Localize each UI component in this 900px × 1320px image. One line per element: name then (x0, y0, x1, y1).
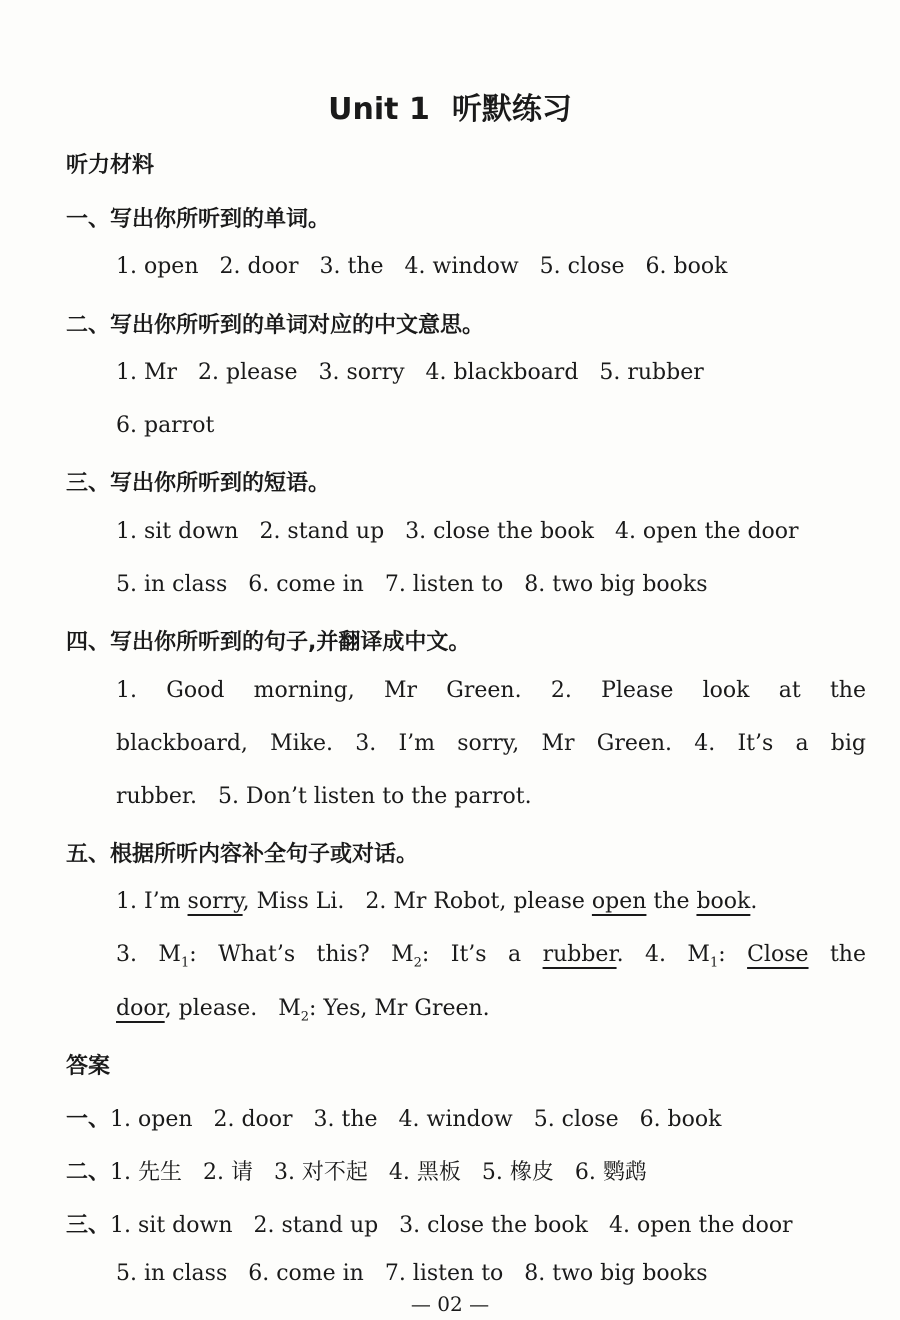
blank-answer: door (116, 996, 165, 1021)
section-1-line-1: 1. open 2. door 3. the 4. window 5. close 6. book (116, 254, 728, 279)
section-1-heading: 一、写出你所听到的单词。 (66, 207, 331, 232)
fill-in-line-3: door, please. $M_2$: Yes, Mr Green. (116, 996, 490, 1025)
page-number: — 02 — (410, 1292, 490, 1316)
answer-line-1: 一、1. open 2. door 3. the 4. window 5. close 6. book (66, 1107, 722, 1132)
section-2-line-1: 1. Mr 2. please 3. sorry 4. blackboard 5. rubber (116, 360, 704, 385)
answer-line-3: 三、1. sit down 2. stand up 3. close the book 4. open the door (66, 1213, 793, 1238)
blank-answer: book (696, 889, 751, 914)
fill-in-line-2: 3. $M_1$: What’s this? $M_2$: It’s a rubber. 4. $M_1$: Close the (116, 942, 866, 971)
blank-answer: sorry (187, 889, 243, 914)
section-3-line-1: 1. sit down 2. stand up 3. close the book 4. open the door (116, 519, 799, 544)
unit-name: 听默练习 (451, 92, 572, 127)
unit-label: Unit 1 (328, 92, 430, 127)
blank-answer: rubber (542, 942, 617, 967)
section-3-line-2: 5. in class 6. come in 7. listen to 8. two big books (116, 572, 708, 597)
section-4-heading: 四、写出你所听到的句子,并翻译成中文。 (66, 630, 471, 655)
answer-heading: 答案 (66, 1054, 111, 1079)
section-4-line-3: rubber. 5. Don’t listen to the parrot. (116, 784, 532, 809)
section-2-heading: 二、写出你所听到的单词对应的中文意思。 (66, 313, 485, 338)
fill-in-line-1: 1. I’m sorry, Miss Li. 2. Mr Robot, please open the book. (116, 889, 758, 914)
answer-line-4: 5. in class 6. come in 7. listen to 8. two big books (116, 1261, 708, 1286)
answer-line-2: 二、1. 先生 2. 请 3. 对不起 4. 黑板 5. 橡皮 6. 鹦鹉 (66, 1160, 647, 1185)
section-2-line-2: 6. parrot (116, 413, 215, 438)
section-5-heading: 五、根据所听内容补全句子或对话。 (66, 842, 419, 867)
listening-heading: 听力材料 (66, 153, 155, 178)
section-4-line-2: blackboard, Mike. 3. I’m sorry, Mr Green. 4. It’s a big (116, 731, 866, 756)
blank-answer: open (591, 889, 647, 914)
blank-answer: Close (747, 942, 809, 967)
section-4-line-1: 1. Good morning, Mr Green. 2. Please look at the (116, 678, 866, 703)
page-title (0, 84, 900, 128)
section-3-heading: 三、写出你所听到的短语。 (66, 471, 331, 496)
